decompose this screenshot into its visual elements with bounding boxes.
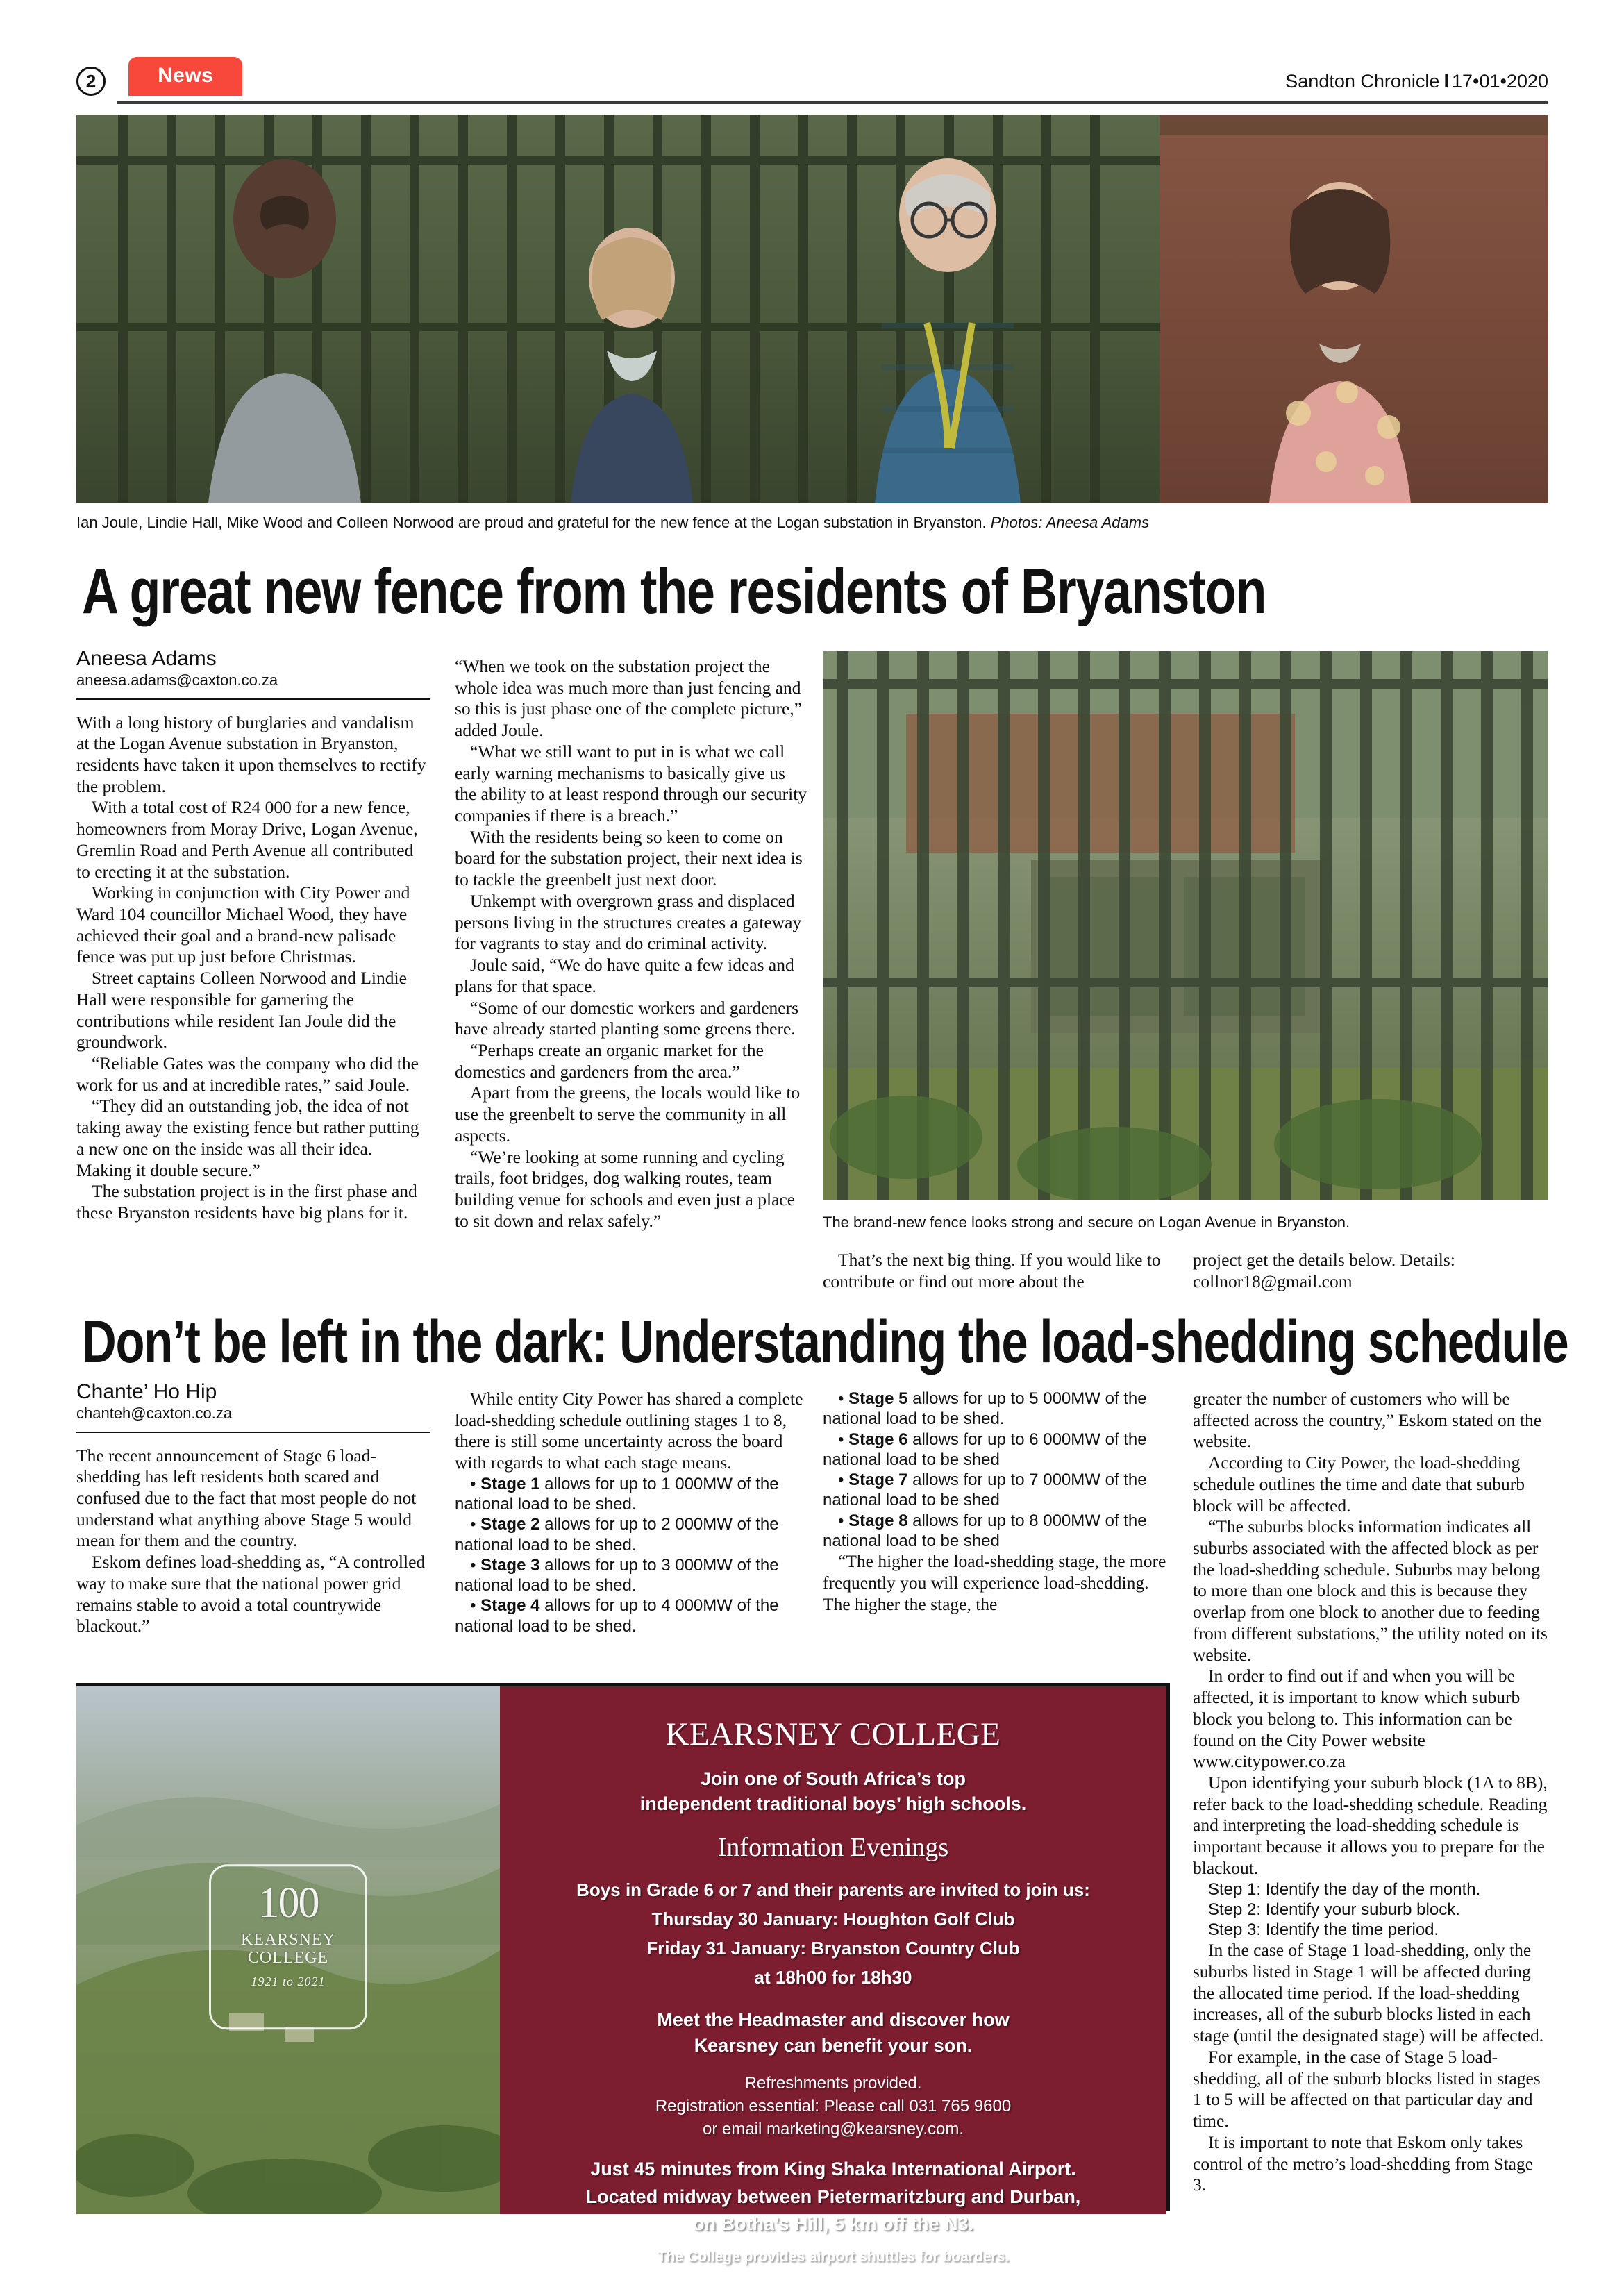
- ad-registration-block: [518, 2072, 1148, 2140]
- fence-article-tail-column-4: [1193, 1250, 1547, 1292]
- paragraph: That’s the next big thing. If you would like to contribute or find out more about the: [823, 1250, 1161, 1291]
- paragraph: project get the details below. Details: collnor18@gmail.com: [1193, 1250, 1455, 1291]
- stage-item: • Stage 4 allows for up to 4 000MW of the national load to be shed.: [455, 1596, 779, 1636]
- stage-label: Stage 6: [848, 1430, 908, 1449]
- paragraph: “Reliable Gates was the company who did the work for us and at incredible rates,” said Joule.: [76, 1053, 419, 1095]
- photo-credit: Photos: Aneesa Adams: [990, 514, 1150, 531]
- paragraph: “Some of our domestic workers and gardeners have already started planting some greens there.: [455, 997, 799, 1039]
- stage-label: Stage 7: [848, 1470, 908, 1490]
- paragraph: greater the number of customers who will be affected across the country,” Eskom stated on the website.: [1193, 1389, 1542, 1452]
- stage-text: allows for up to 1 000MW of the national load to be shed.: [455, 1474, 779, 1514]
- loadshedding-column-1: [76, 1380, 430, 1637]
- stage-text: allows for up to 5 000MW of the national load to be shed.: [823, 1389, 1147, 1429]
- byline-rule: [76, 698, 430, 700]
- stage-label: Stage 4: [480, 1596, 540, 1616]
- ad-email-line[interactable]: or email marketing@kearsney.com.: [702, 2120, 964, 2139]
- ad-phone-line[interactable]: Registration essential: Please call 031 765 9600: [655, 2097, 1012, 2116]
- fence-article-column-2: [455, 656, 809, 1232]
- paragraph: Eskom defines load-shedding as, “A controlled way to make sure that the national power grid remains stable to avoid a total countrywide blackout.”: [76, 1552, 426, 1636]
- masthead-separator: l: [1443, 71, 1449, 92]
- paragraph: With a long history of burglaries and vandalism at the Logan Avenue substation in Bryanston, residents have taken it upon themselves to rectify the problem.: [76, 712, 426, 796]
- ad-events: [518, 1875, 1148, 1992]
- paragraph: The substation project is in the first phase and these Bryanston residents have big plans for it.: [76, 1181, 417, 1223]
- fence-article-tail-column-3: [823, 1250, 1170, 1292]
- logo-years: 1921 to 2021: [251, 1975, 326, 1989]
- stage-item: • Stage 2 allows for up to 2 000MW of the national load to be shed.: [455, 1515, 779, 1555]
- photo-residents-group: [76, 115, 1548, 503]
- stage-label: Stage 8: [848, 1511, 908, 1530]
- advertisement-kearsney-college[interactable]: [76, 1683, 1166, 2265]
- paragraph: Unkempt with overgrown grass and displaced persons living in the structures creates a gateway for vagrants to stay and do criminal activity.: [455, 890, 802, 954]
- section-tab-news[interactable]: News: [128, 57, 242, 96]
- byline-rule: [76, 1432, 430, 1433]
- stage-text: allows for up to 2 000MW of the national load to be shed.: [455, 1515, 779, 1555]
- headline-fence-article: A great new fence from the residents of Bryanston: [82, 556, 1266, 627]
- step-item: Step 2: Identify your suburb block.: [1208, 1900, 1460, 1919]
- paragraph: For example, in the case of Stage 5 load-shedding, all of the suburb blocks listed in stages 1 to 5 will be affected on that particular day and time.: [1193, 2046, 1541, 2131]
- paragraph: Joule said, “We do have quite a few ideas and plans for that space.: [455, 955, 794, 996]
- ad-event-1: Thursday 30 January: Houghton Golf Club: [651, 1908, 1015, 1929]
- paragraph: Street captains Colleen Norwood and Lindie Hall were responsible for garnering the contributions while resident Ian Joule did the groundwork.: [76, 968, 407, 1053]
- ad-content-panel: [500, 1686, 1166, 2265]
- logo-name-line-1: KEARSNEY: [240, 1931, 335, 1950]
- stage-item: • Stage 1 allows for up to 1 000MW of the national load to be shed.: [455, 1474, 779, 1514]
- ad-right-divider-rule: [1166, 1683, 1170, 2211]
- loadshedding-column-2: [455, 1389, 809, 1636]
- byline-email[interactable]: chanteh@caxton.co.za: [76, 1405, 233, 1422]
- stage-text: allows for up to 3 000MW of the national load to be shed.: [455, 1555, 779, 1595]
- masthead-publication-date: [1285, 71, 1548, 92]
- stage-item: • Stage 5 allows for up to 5 000MW of the national load to be shed.: [823, 1389, 1147, 1429]
- photo-new-fence: [823, 651, 1548, 1200]
- caption-fence-photo: The brand-new fence looks strong and secure on Logan Avenue in Bryanston.: [823, 1214, 1350, 1231]
- masthead: [76, 60, 1548, 103]
- byline-name: Chante’ Ho Hip: [76, 1380, 217, 1403]
- stage-label: Stage 5: [848, 1389, 908, 1408]
- photo-residents-illustration: [76, 115, 1548, 503]
- paragraph: According to City Power, the load-shedding schedule outlines the time and date that suburb block will be affected.: [1193, 1452, 1525, 1516]
- ad-meet-block: [518, 2007, 1148, 2058]
- loadshedding-column-3: [823, 1389, 1170, 1615]
- paragraph: In order to find out if and when you will be affected, it is important to know which suburb block you belong to. This information can be found on the City Power website www.citypower.co.za: [1193, 1666, 1521, 1772]
- paragraph: In the case of Stage 1 load-shedding, only the suburbs listed in Stage 1 will be affected during the allocated time period. If the load-shedding increases, all of the suburb blocks listed in each stage (until the designated stage) will be affected.: [1193, 1940, 1544, 2046]
- paragraph: While entity City Power has shared a complete load-shedding schedule outlining stages 1 to 8, there is still some uncertainty across the board with regards to what each stage means.: [455, 1389, 803, 1473]
- caption-main-photo: [76, 514, 1548, 532]
- ad-event-time: at 18h00 for 18h30: [754, 1967, 912, 1988]
- step-item: Step 1: Identify the day of the month.: [1208, 1879, 1481, 1899]
- photo-fence-illustration: [823, 651, 1548, 1200]
- page-number: 2: [76, 67, 106, 96]
- paragraph: “What we still want to put in is what we call early warning mechanisms to basically give us the ability to at least respond through our security companies if there is a breach.”: [455, 741, 807, 826]
- paragraph: It is important to note that Eskom only takes control of the metro’s load-shedding from Stage 3.: [1193, 2131, 1534, 2195]
- ad-photo-campus: [76, 1686, 500, 2214]
- stage-label: Stage 3: [480, 1555, 540, 1575]
- stage-text: allows for up to 6 000MW of the national load to be shed: [823, 1430, 1147, 1469]
- paragraph: Apart from the greens, the locals would like to use the greenbelt to serve the community in all aspects.: [455, 1082, 801, 1146]
- ad-subtitle-line-1: Join one of South Africa’s top: [701, 1768, 966, 1789]
- publication-title: Sandton Chronicle: [1285, 71, 1440, 92]
- stage-item: • Stage 7 allows for up to 7 000MW of the national load to be shed: [823, 1470, 1147, 1510]
- stage-text: allows for up to 8 000MW of the national load to be shed: [823, 1511, 1147, 1550]
- paragraph: “The higher the load-shedding stage, the more frequently you will experience load-shedding. The higher the stage, the: [823, 1551, 1166, 1614]
- masthead-rule: [117, 101, 1548, 104]
- paragraph: Working in conjunction with City Power and Ward 104 councillor Michael Wood, they have achieved their goal and a brand-new palisade fence was put up just before Christmas.: [76, 882, 410, 967]
- byline-name: Aneesa Adams: [76, 647, 217, 670]
- paragraph: With a total cost of R24 000 for a new fence, homeowners from Moray Drive, Logan Avenue, Gremlin Road and Perth Avenue all contributed to erecting it at the substation.: [76, 797, 418, 882]
- ad-location-line-2: Located midway between Pietermaritzburg and Durban,: [585, 2186, 1081, 2207]
- stage-item: • Stage 3 allows for up to 3 000MW of the national load to be shed.: [455, 1555, 779, 1595]
- ad-meet-line-2: Kearsney can benefit your son.: [694, 2034, 973, 2056]
- stage-label: Stage 2: [480, 1515, 540, 1534]
- stage-item: • Stage 6 allows for up to 6 000MW of the national load to be shed: [823, 1430, 1147, 1469]
- ad-event-2: Friday 31 January: Bryanston Country Club: [646, 1938, 1020, 1959]
- ad-location-line-1: Just 45 minutes from King Shaka International Airport.: [590, 2159, 1076, 2180]
- stage-label: Stage 1: [480, 1474, 540, 1493]
- caption-text: Ian Joule, Lindie Hall, Mike Wood and Colleen Norwood are proud and grateful for the new fence at the Logan substation in Bryanston.: [76, 514, 987, 531]
- paragraph: “The suburbs blocks information indicates all suburbs associated with the affected block as per the load-shedding schedule. Suburbs may belong to more than one block and this is because they overlap from one block to another due to feeding from different substations,” the utility noted on its website.: [1193, 1516, 1548, 1665]
- ad-subtitle: [518, 1767, 1148, 1817]
- logo-centenary-numeral: 100: [258, 1879, 319, 1927]
- ad-location-block: [518, 2156, 1148, 2237]
- paragraph: Upon identifying your suburb block (1A to 8B), refer back to the load-shedding schedule. Reading and interpreting the load-shedding schedule is important because it allows you to prepare for the blackout.: [1193, 1772, 1548, 1878]
- ad-location-line-3: on Botha’s Hill, 5 km off the N3.: [692, 2213, 974, 2234]
- paragraph: “When we took on the substation project the whole idea was much more than just fencing and so this is just phase one of the complete picture,” added Joule.: [455, 656, 802, 741]
- stage-text: allows for up to 7 000MW of the national load to be shed: [823, 1470, 1147, 1510]
- headline-loadshedding-article: Don’t be left in the dark: Understanding the load-shedding schedule: [82, 1309, 1568, 1375]
- ad-section-title: Information Evenings: [717, 1832, 949, 1862]
- ad-title: KEARSNEY COLLEGE: [665, 1716, 1001, 1752]
- logo-name-line-2: COLLEGE: [247, 1949, 329, 1968]
- loadshedding-column-4: [1193, 1389, 1548, 2196]
- byline-email[interactable]: aneesa.adams@caxton.co.za: [76, 671, 278, 689]
- paragraph: “Perhaps create an organic market for the domestics and gardeners from the area.”: [455, 1039, 764, 1082]
- fence-article-column-1: [76, 647, 430, 1224]
- stage-item: • Stage 8 allows for up to 8 000MW of the national load to be shed: [823, 1511, 1147, 1550]
- paragraph: With the residents being so keen to come on board for the substation project, their next idea is to tackle the greenbelt just next door.: [455, 826, 803, 890]
- paragraph: The recent announcement of Stage 6 load-shedding has left residents both scared and confused due to the fact that most people do not understand what anything above Stage 5 would mean for them and the country.: [76, 1445, 417, 1551]
- step-item: Step 3: Identify the time period.: [1208, 1920, 1439, 1940]
- ad-subtitle-line-2: independent traditional boys’ high schools.: [639, 1793, 1027, 1814]
- ad-refreshments-line: Refreshments provided.: [744, 2074, 922, 2093]
- issue-date: 17•01•2020: [1451, 71, 1548, 92]
- ad-meet-line-1: Meet the Headmaster and discover how: [657, 2009, 1010, 2031]
- ad-footer-note: The College provides airport shuttles for boarders.: [657, 2248, 1010, 2265]
- paragraph: “We’re looking at some running and cycling trails, foot bridges, dog walking routes, team building venue for schools and even just a place to sit down and relax safely.”: [455, 1146, 796, 1231]
- paragraph: “They did an outstanding job, the idea of not taking away the existing fence but rather putting a new one on the inside was all their idea. Making it double secure.”: [76, 1096, 419, 1180]
- ad-invite-line: Boys in Grade 6 or 7 and their parents are invited to join us:: [576, 1879, 1090, 1900]
- ad-logo-kearsney-centenary: [209, 1864, 367, 2029]
- stage-text: allows for up to 4 000MW of the national load to be shed.: [455, 1596, 779, 1636]
